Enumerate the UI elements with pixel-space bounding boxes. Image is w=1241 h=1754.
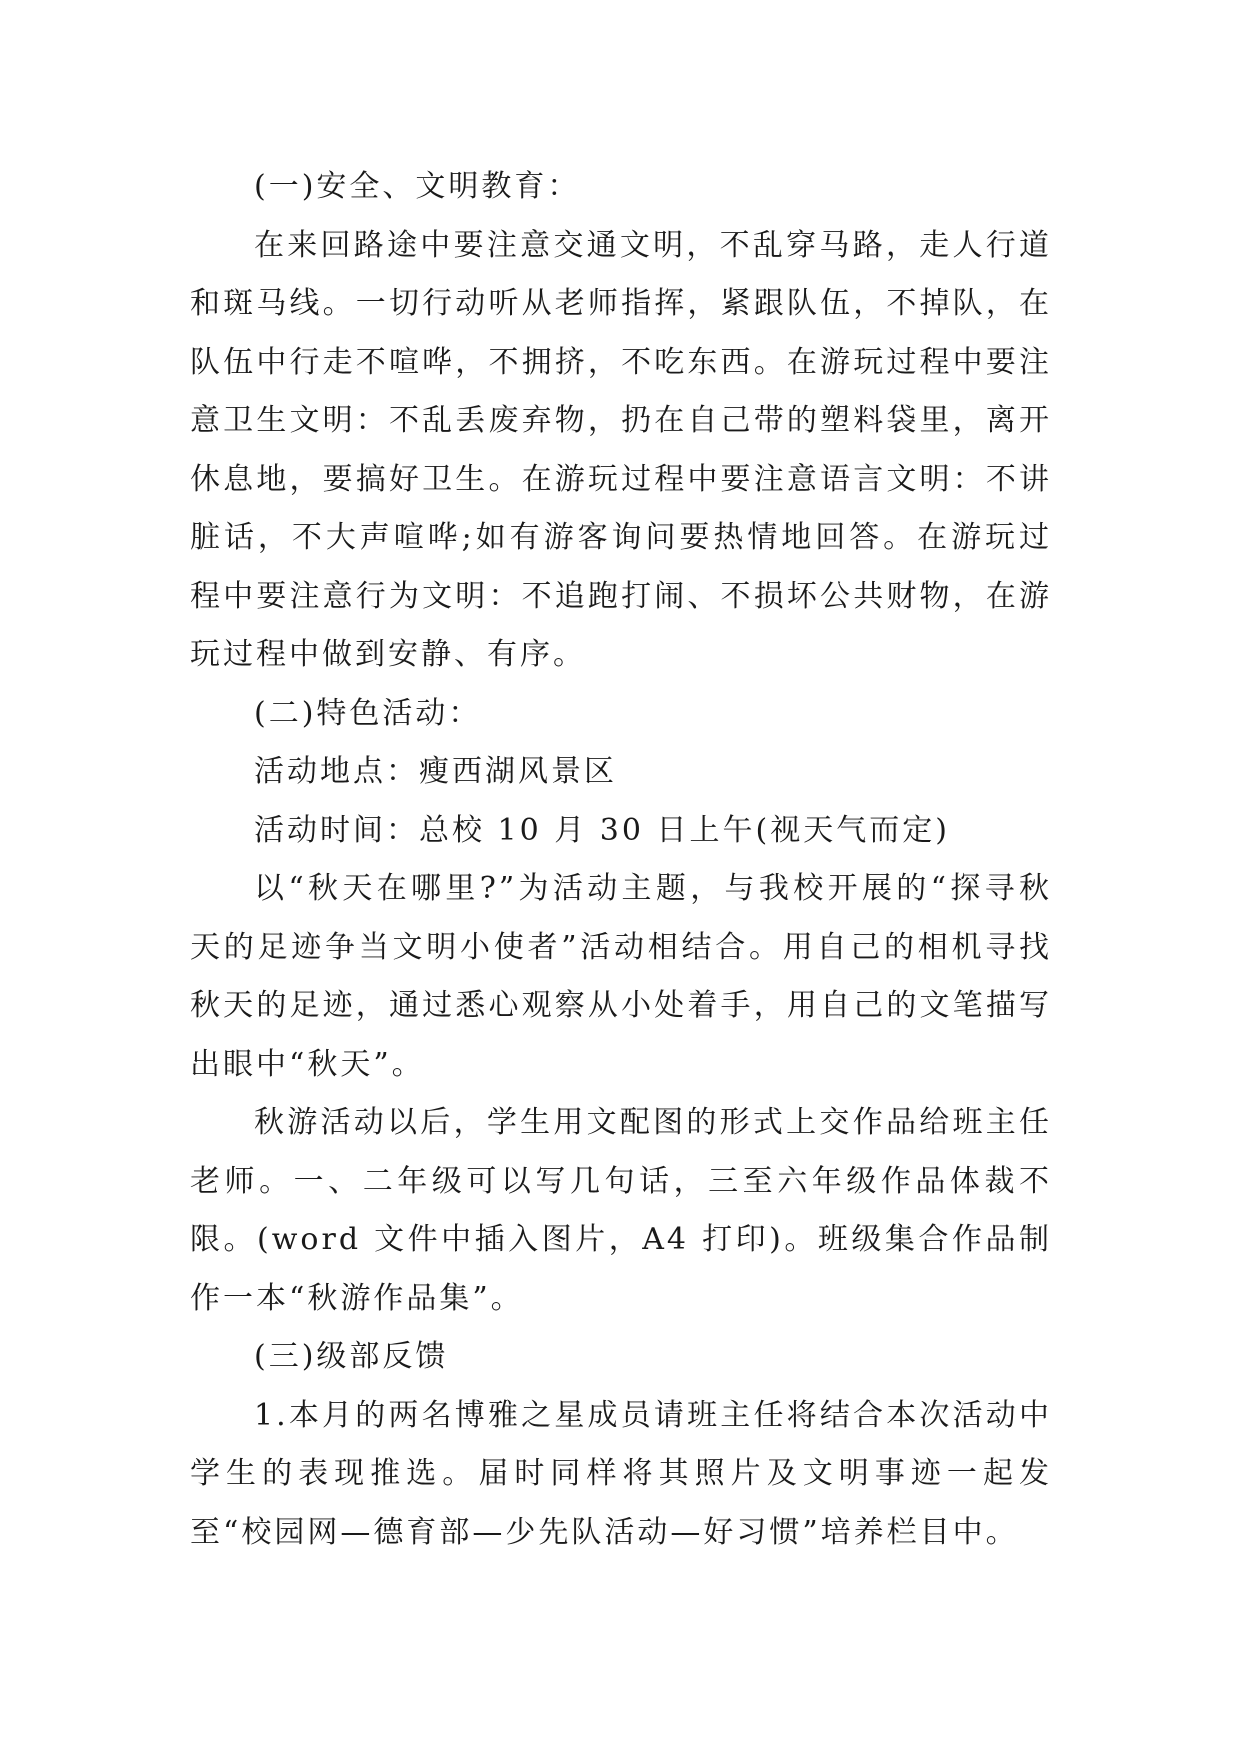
paragraph-submission: 秋游活动以后，学生用文配图的形式上交作品给班主任老师。一、二年级可以写几句话，三至六年级作品体裁不限。(word 文件中插入图片，A4 打印)。班级集合作品制作一本“秋游作品集”。: [190, 1105, 1052, 1316]
section-heading-activity: (二)特色活动：: [254, 695, 482, 731]
section-heading-feedback: (三)级部反馈: [254, 1339, 449, 1374]
activity-time: 活动时间：总校 10 月 30 日上午(视天气而定): [254, 812, 950, 848]
paragraph-safety-rules: 在来回路途中要注意交通文明，不乱穿马路，走人行道和斑马线。一切行动听从老师指挥，紧跟队伍，不掉队，在队伍中行走不喧哗，不拥挤，不吃东西。在游玩过程中要注意卫生文明：不乱丢废弃物，扔在自己带的塑料袋里，离开休息地，要搞好卫生。在游玩过程中要注意语言文明：不讲脏话，不大声喧哗;如有游客询问要热情地回答。在游玩过程中要注意行为文明：不追跑打闹、不损坏公共财物，在游玩过程中做到安静、有序。: [190, 227, 1052, 672]
paragraph-feedback-item-1: 1.本月的两名博雅之星成员请班主任将结合本次活动中学生的表现推选。届时同样将其照片及文明事迹一起发至“校园网—德育部—少先队活动—好习惯”培养栏目中。: [190, 1397, 1052, 1550]
section-heading-safety: (一)安全、文明教育：: [254, 169, 581, 204]
document-body: [190, 158, 1052, 1562]
paragraph-activity-theme: 以“秋天在哪里?”为活动主题，与我校开展的“探寻秋天的足迹争当文明小使者”活动相结合。用自己的相机寻找秋天的足迹，通过悉心观察从小处着手，用自己的文笔描写出眼中“秋天”。: [190, 871, 1052, 1082]
activity-location: 活动地点：瘦西湖风景区: [254, 754, 617, 789]
